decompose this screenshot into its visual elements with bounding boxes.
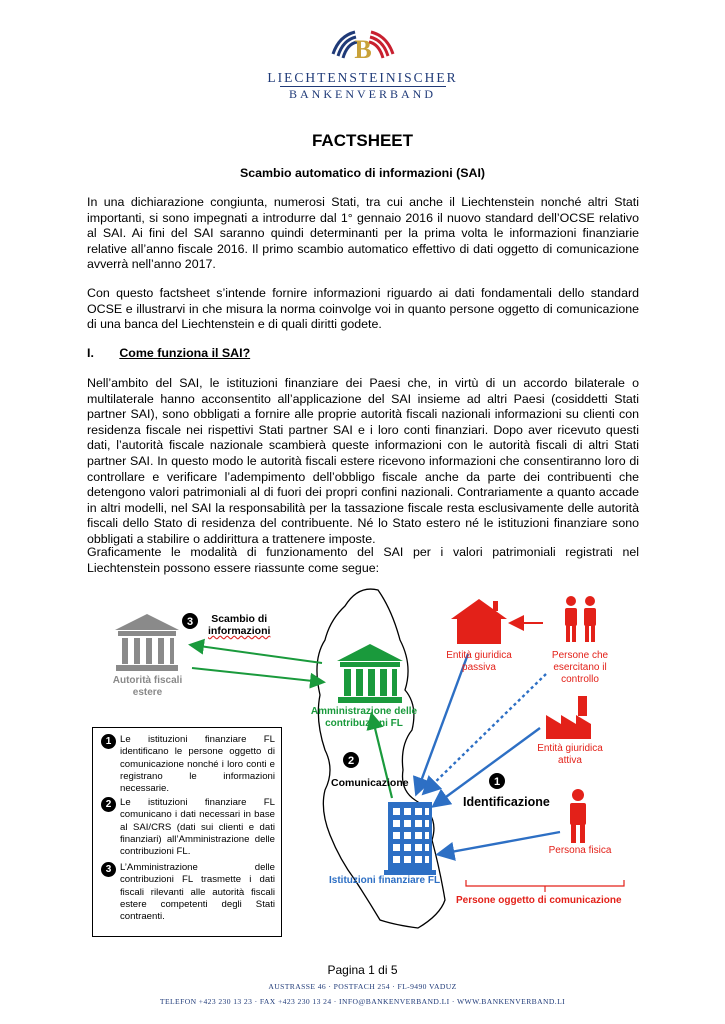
intro-paragraph-2: Con questo factsheet s’intende fornire informazioni riguardo ai dati fondamentali dello standard OCSE e illustrarvi in che misura la norma coinvolge voi in quanto persone oggetto di comunicazione di una banca del Liechtenstein e di quali diritti godete. — [87, 286, 639, 332]
legend-text: Le istituzioni finanziare FL comunicano i dati necessari in base al SAI/CRS (dati sui clienti e dati finanziari) all’Amministrazione delle contribuzioni FL. — [120, 797, 275, 858]
active-entity-label: Entità giuridica attiva — [537, 743, 603, 766]
persons-subject-label: Persone oggetto di comunicazione — [456, 895, 622, 906]
comunicazione-label: Comunicazione — [331, 777, 409, 789]
foreign-authority-label: Autorità fiscali estere — [112, 675, 183, 698]
fl-institutions-label: Istituzioni finanziare FL — [329, 875, 441, 886]
fl-tax-administration-icon — [337, 644, 403, 703]
section-paragraph-1: Nell’ambito del SAI, le istituzioni finanziare dei Paesi che, in virtù di un accordo bilaterale o multilaterale hanno acconsentito all’applicazione del SAI insieme ad altri Paesi (cosiddetti Stati partner SAI), sono obbligati a fornire alle proprie autorità fiscali nazionali informazioni su clienti con residenza fiscale nei rispettivi Stati partner SAI e i loro conti finanziari. Dopo aver ricevuto questi dati, l’autorità fiscale nazionale scambierà queste informazioni con le autorità fiscali di altri Stati partner SAI. In questo modo le autorità fiscali estere ricevono informazioni che consentiranno loro di controllare e verificare l’adempimento dell’obbligo fiscale anche da parte dei contribuenti che detengono valori patrimoniali al di fuori dei propri confini nazionali. Contrariamente a quanto accade in altri modelli, nel SAI la responsabilità per la tassazione fiscale resta esclusivamente delle autorità fiscali dello Stato di residenza del contribuente. Né lo Stato estero né le istituzioni finanziare sono obbligati a stabilire o addirittura a trattenere imposte. — [87, 376, 639, 546]
section-paragraph-2: Graficamente le modalità di funzionamento del SAI per i valori patrimoniali registrati nel Liechtenstein possono essere riassunte come segue: — [87, 545, 639, 575]
section-number: I. — [87, 346, 94, 360]
steps-legend-box — [92, 727, 282, 937]
passive-entity-label: Entità giuridica passiva — [446, 650, 512, 673]
svg-text:3: 3 — [186, 616, 194, 628]
page-subtitle: Scambio automatico di informazioni (SAI) — [239, 166, 486, 180]
intro-paragraph-1: In una dichiarazione congiunta, numerosi Stati, tra cui anche il Liechtenstein nonché altri Stati importanti, si sono impegnati a introdurre dal 1° gennaio 2016 il nuovo standard dell’OCSE relativo al SAI. Ai fini del SAI saranno quindi determinanti per la prima volta le informazioni finanziarie relative all’anno fiscale 2016. Il primo scambio automatico effettivo di dati oggetto di comunicazione avverrà nell’anno 2017. — [87, 195, 639, 272]
exchange-arrow-to-foreign — [192, 645, 322, 663]
legend-item — [101, 862, 275, 923]
foreign-tax-authority-icon — [115, 614, 179, 671]
passive-entity-icon — [451, 599, 507, 644]
legend-number: 3 — [101, 862, 116, 877]
controlling-persons-label: Persone che esercitano il controllo — [551, 650, 609, 685]
org-name-line2: BANKENVERBAND — [289, 87, 436, 101]
svg-text:1: 1 — [493, 776, 501, 788]
natural-person-icon — [570, 789, 586, 843]
legend-item — [101, 734, 275, 795]
active-entity-icon — [546, 696, 591, 739]
step-3-badge — [182, 613, 198, 629]
org-name-line1: LIECHTENSTEINISCHER — [267, 70, 458, 85]
legend-item — [101, 797, 275, 858]
step-2-badge — [343, 752, 359, 768]
footer-address: AUSTRASSE 46 · POSTFACH 254 · FL-9490 VADUZ — [268, 982, 457, 991]
exchange-arrow-to-fl — [192, 668, 322, 682]
controlling-persons-icon — [565, 596, 596, 642]
logo-letter: B — [354, 35, 372, 64]
natural-person-label: Persona fisica — [548, 845, 612, 856]
legend-number: 1 — [101, 734, 116, 749]
fl-administration-label: Amministrazione delle contribuzioni FL — [310, 706, 418, 729]
section-title: Come funziona il SAI? — [119, 346, 251, 360]
footer-contact: TELEFON +423 230 13 23 · FAX +423 230 13 24 · INFO@BANKENVERBAND.LI · WWW.BANKENVERBAND.LI — [159, 997, 566, 1006]
page-title: FACTSHEET — [311, 131, 414, 150]
legend-number: 2 — [101, 797, 116, 812]
svg-text:2: 2 — [347, 755, 355, 767]
legend-text: L’Amministrazione delle contribuzioni FL trasmette i dati fiscali rilevanti alle autorità fiscali estere competenti degli Stati contraenti. — [120, 862, 275, 923]
arrow-controlling — [425, 674, 546, 792]
legend-text: Le istituzioni finanziare FL identificano le persone oggetto di comunicazione nonché i loro conti e registrano le informazioni necessarie. — [120, 734, 275, 795]
persons-bracket — [466, 880, 624, 886]
identificazione-label: Identificazione — [463, 795, 550, 809]
scambio-label: Scambio di informazioni — [208, 613, 271, 637]
step-1-badge — [489, 773, 505, 789]
page-number: Pagina 1 di 5 — [327, 963, 398, 977]
